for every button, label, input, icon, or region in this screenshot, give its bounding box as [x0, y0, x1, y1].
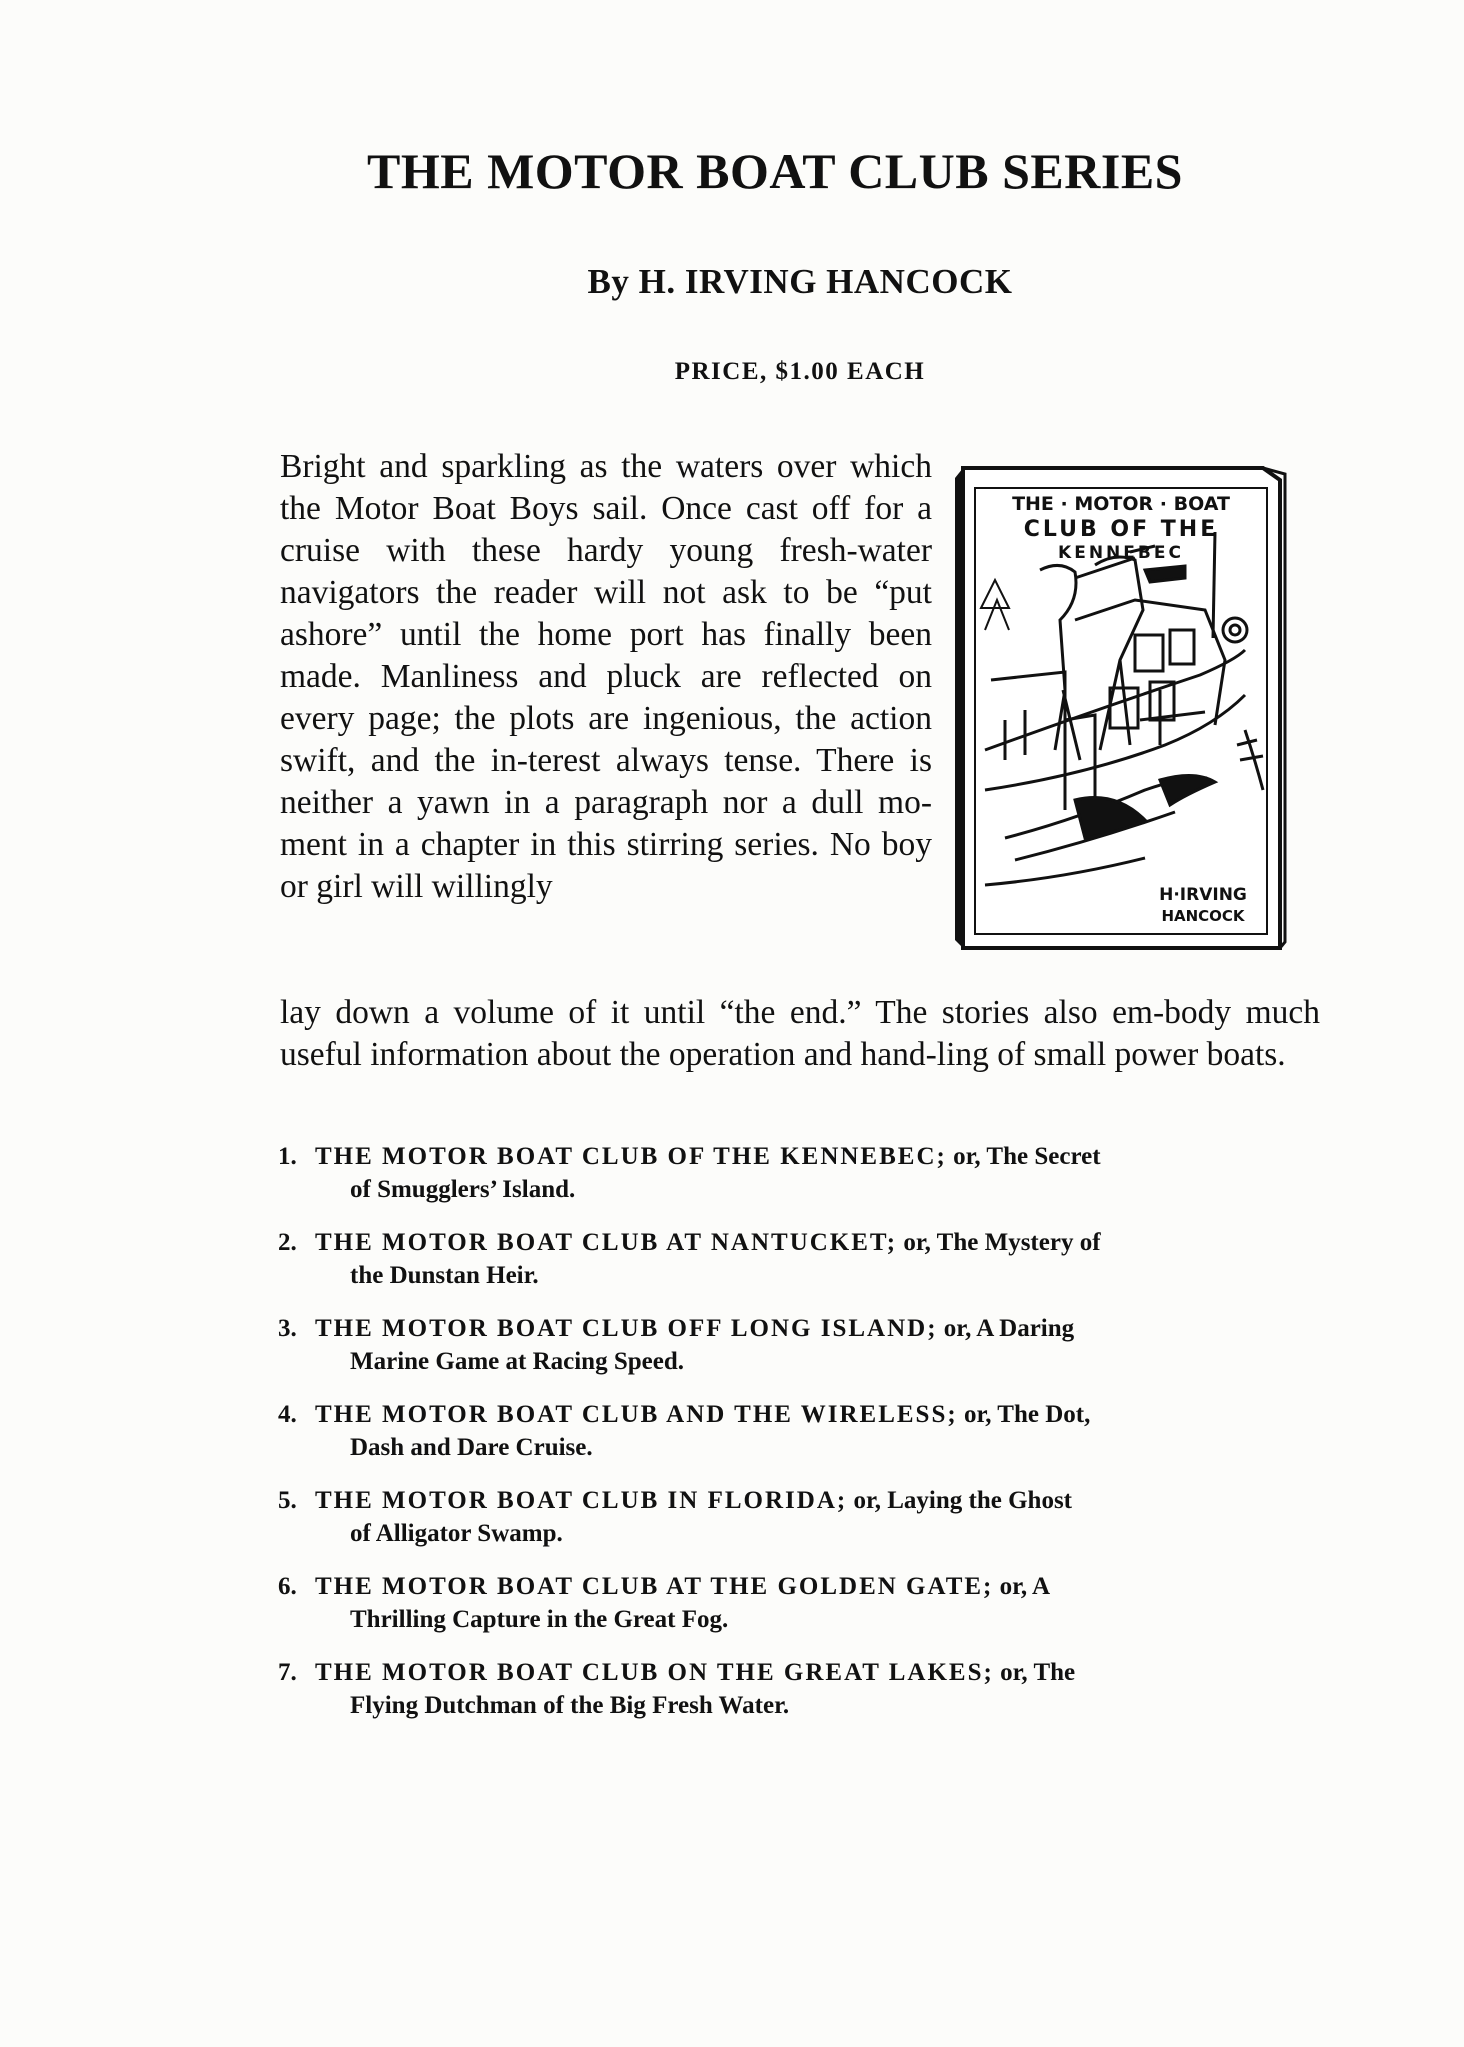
- price-line: PRICE, $1.00 EACH: [674, 358, 926, 385]
- book-number: 7.: [278, 1659, 297, 1686]
- book-number: 6.: [278, 1573, 297, 1600]
- book-number: 5.: [278, 1487, 297, 1514]
- page-title: THE MOTOR BOAT CLUB SERIES: [366, 143, 1183, 199]
- book-subtitle-first: or, The Mystery of: [903, 1229, 1101, 1256]
- book-list-item: [278, 1226, 1326, 1292]
- book-subtitle-first: or, The: [1000, 1659, 1076, 1686]
- author-line: By H. IRVING HANCOCK: [587, 262, 1013, 301]
- description-wrapped: [280, 446, 932, 908]
- book-subtitle-first: or, The Dot,: [963, 1401, 1091, 1428]
- book-subtitle-first: or, Laying the Ghost: [853, 1487, 1073, 1514]
- book-title: THE MOTOR BOAT CLUB IN FLORIDA;: [315, 1487, 848, 1514]
- book-list-item: [278, 1484, 1326, 1550]
- book-subtitle-first: or, A Daring: [943, 1315, 1075, 1342]
- book-number: 2.: [278, 1229, 297, 1256]
- book-number: 1.: [278, 1143, 297, 1170]
- book-list-item: [278, 1398, 1326, 1464]
- cover-title-line2: CLUB OF THE: [1023, 517, 1219, 542]
- book-cover-illustration: [945, 460, 1295, 952]
- book-subtitle-rest: Marine Game at Racing Speed.: [350, 1348, 684, 1375]
- book-title: THE MOTOR BOAT CLUB AND THE WIRELESS;: [315, 1401, 958, 1428]
- book-list-item: [278, 1140, 1326, 1206]
- book-subtitle-first: or, A: [999, 1573, 1051, 1600]
- book-number: 4.: [278, 1401, 297, 1428]
- book-subtitle-rest: Dash and Dare Cruise.: [350, 1434, 593, 1461]
- cover-title-line3: KENNEBEC: [1058, 543, 1184, 563]
- book-title: THE MOTOR BOAT CLUB AT NANTUCKET;: [315, 1229, 898, 1256]
- book-subtitle-first: or, The Secret: [953, 1143, 1101, 1170]
- cover-author-line2: HANCOCK: [1161, 907, 1245, 925]
- book-title: THE MOTOR BOAT CLUB OFF LONG ISLAND;: [315, 1315, 938, 1342]
- book-subtitle-rest: of Alligator Swamp.: [350, 1520, 563, 1547]
- book-list-item: [278, 1312, 1326, 1378]
- description-bottom-text: lay down a volume of it until “the end.” The stories also em-body much useful information about the operation and hand-ling of small power boats.: [280, 994, 1320, 1073]
- description-full-width: [280, 992, 1320, 1076]
- cover-drawing: [945, 460, 1295, 952]
- book-subtitle-rest: the Dunstan Heir.: [350, 1262, 539, 1289]
- description-top-text: Bright and sparkling as the waters over which the Motor Boat Boys sail. Once cast off for a cruise with these hardy young fresh-water navigators the reader will not ask to be “put ashore” until the home port has finally been made. Manliness and pluck are reflected on every page; the plots are ingenious, the action swift, and the in-terest always tense. There is neither a yawn in a paragraph nor a dull mo-ment in a chapter in this stirring series. No boy or girl will willingly: [280, 448, 932, 905]
- book-subtitle-rest: Thrilling Capture in the Great Fog.: [350, 1606, 729, 1633]
- book-list-item: [278, 1656, 1326, 1722]
- book-subtitle-rest: of Smugglers’ Island.: [350, 1176, 576, 1203]
- book-title: THE MOTOR BOAT CLUB ON THE GREAT LAKES;: [315, 1659, 994, 1686]
- book-list: [278, 1140, 1326, 1742]
- cover-title-line1: THE · MOTOR · BOAT: [1012, 493, 1230, 515]
- cover-author-line1: H·IRVING: [1159, 885, 1247, 905]
- book-number: 3.: [278, 1315, 297, 1342]
- book-title: THE MOTOR BOAT CLUB OF THE KENNEBEC;: [315, 1143, 947, 1170]
- book-subtitle-rest: Flying Dutchman of the Big Fresh Water.: [350, 1692, 790, 1719]
- book-list-item: [278, 1570, 1326, 1636]
- book-title: THE MOTOR BOAT CLUB AT THE GOLDEN GATE;: [315, 1573, 994, 1600]
